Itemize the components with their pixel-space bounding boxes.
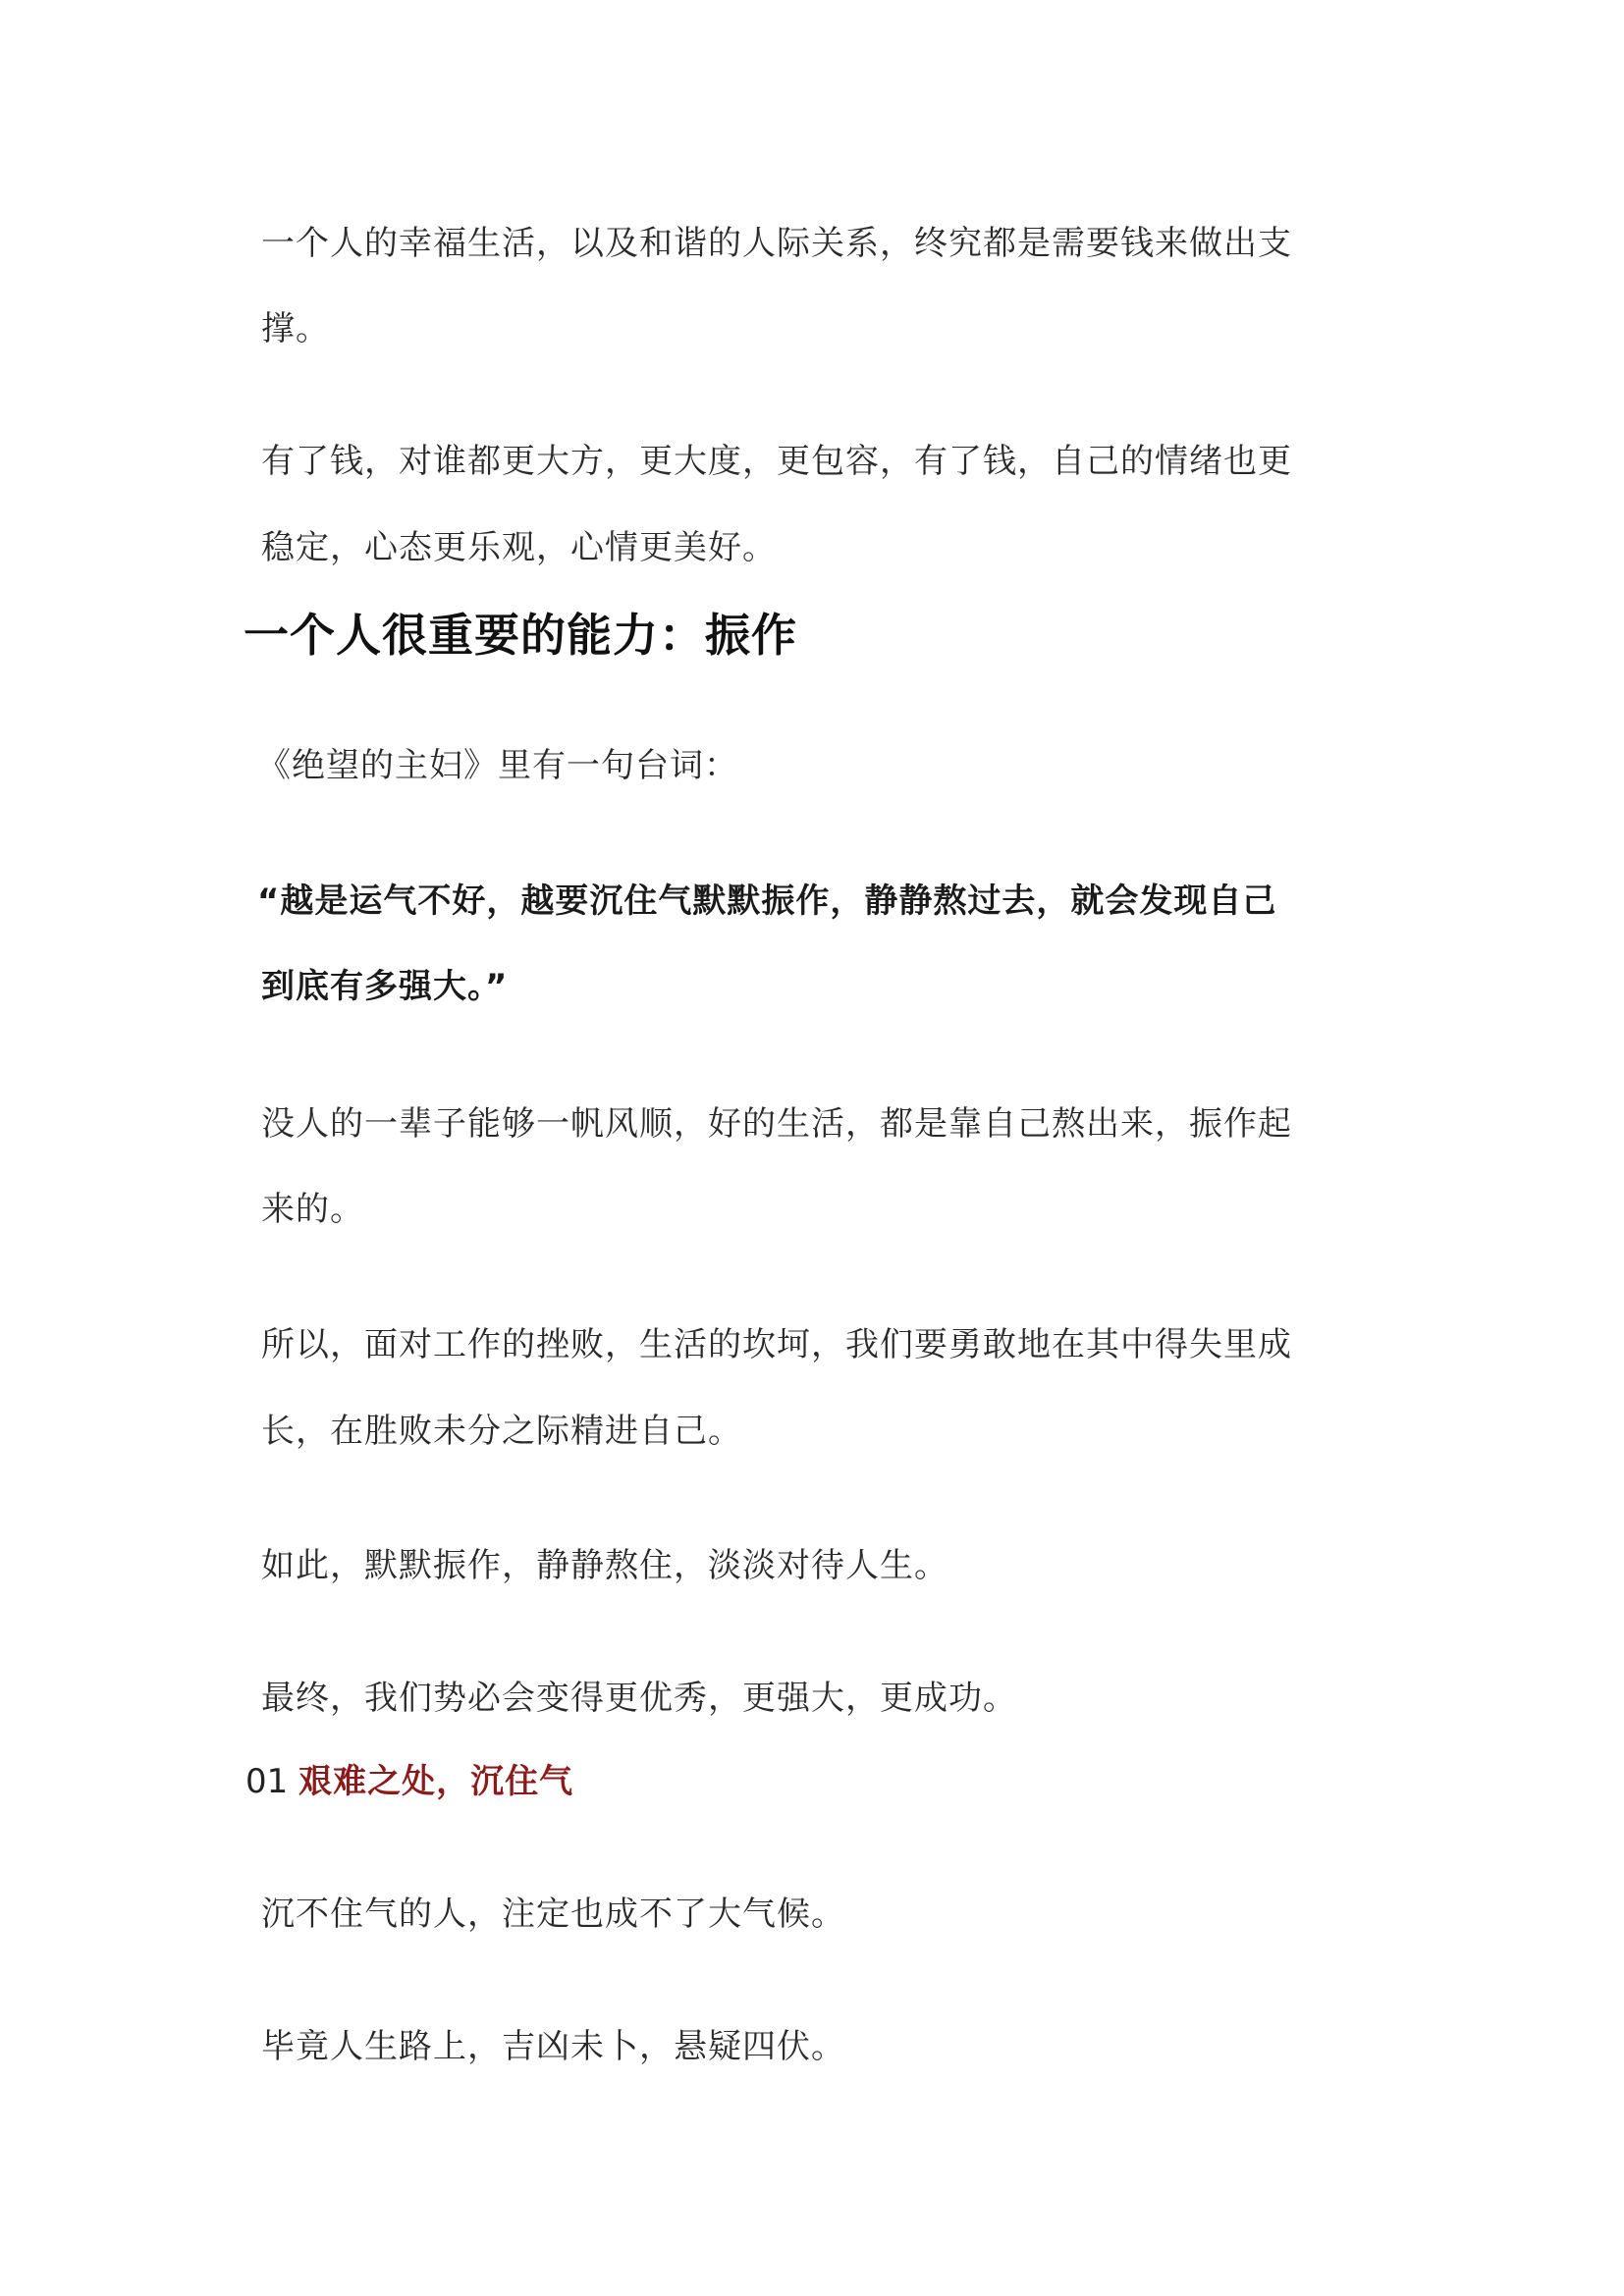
section-number: 01 bbox=[245, 1762, 289, 1801]
text-line: 稳定，心态更乐观，心情更美好。 bbox=[261, 528, 777, 567]
text-line: 一个人的幸福生活，以及和谐的人际关系，终究都是需要钱来做出支 bbox=[261, 224, 1292, 263]
paragraph-ultimately-stronger: 最终，我们势必会变得更优秀，更强大，更成功。 bbox=[261, 1679, 1017, 1718]
quote-intro: 《绝望的主妇》里有一句台词： bbox=[257, 746, 738, 785]
text-line: 所以，面对工作的挫败，生活的坎坷，我们要勇敢地在其中得失里成 bbox=[261, 1325, 1292, 1364]
paragraph-quietly-rise: 如此，默默振作，静静熬住，淡淡对待人生。 bbox=[261, 1546, 948, 1585]
text-line: 长，在胜败未分之际精进自己。 bbox=[261, 1412, 742, 1451]
section-subheading bbox=[245, 1762, 573, 1801]
paragraph-stay-calm: 沉不住气的人，注定也成不了大气候。 bbox=[261, 1895, 845, 1934]
text-line: 来的。 bbox=[261, 1190, 364, 1229]
text-line: 撑。 bbox=[261, 309, 330, 348]
text-line: 有了钱，对谁都更大方，更大度，更包容，有了钱，自己的情绪也更 bbox=[261, 442, 1292, 481]
paragraph-life-uncertain: 毕竟人生路上，吉凶未卜，悬疑四伏。 bbox=[261, 2027, 845, 2066]
section-title: 艰难之处，沉住气 bbox=[298, 1762, 574, 1801]
quote-line: “越是运气不好，越要沉住气默默振作，静静熬过去，就会发现自己 bbox=[257, 881, 1277, 921]
text-line: 没人的一辈子能够一帆风顺，好的生活，都是靠自己熬出来，振作起 bbox=[261, 1104, 1292, 1144]
quote-line: 到底有多强大。” bbox=[261, 967, 509, 1006]
section-heading: 一个人很重要的能力：振作 bbox=[244, 609, 797, 662]
